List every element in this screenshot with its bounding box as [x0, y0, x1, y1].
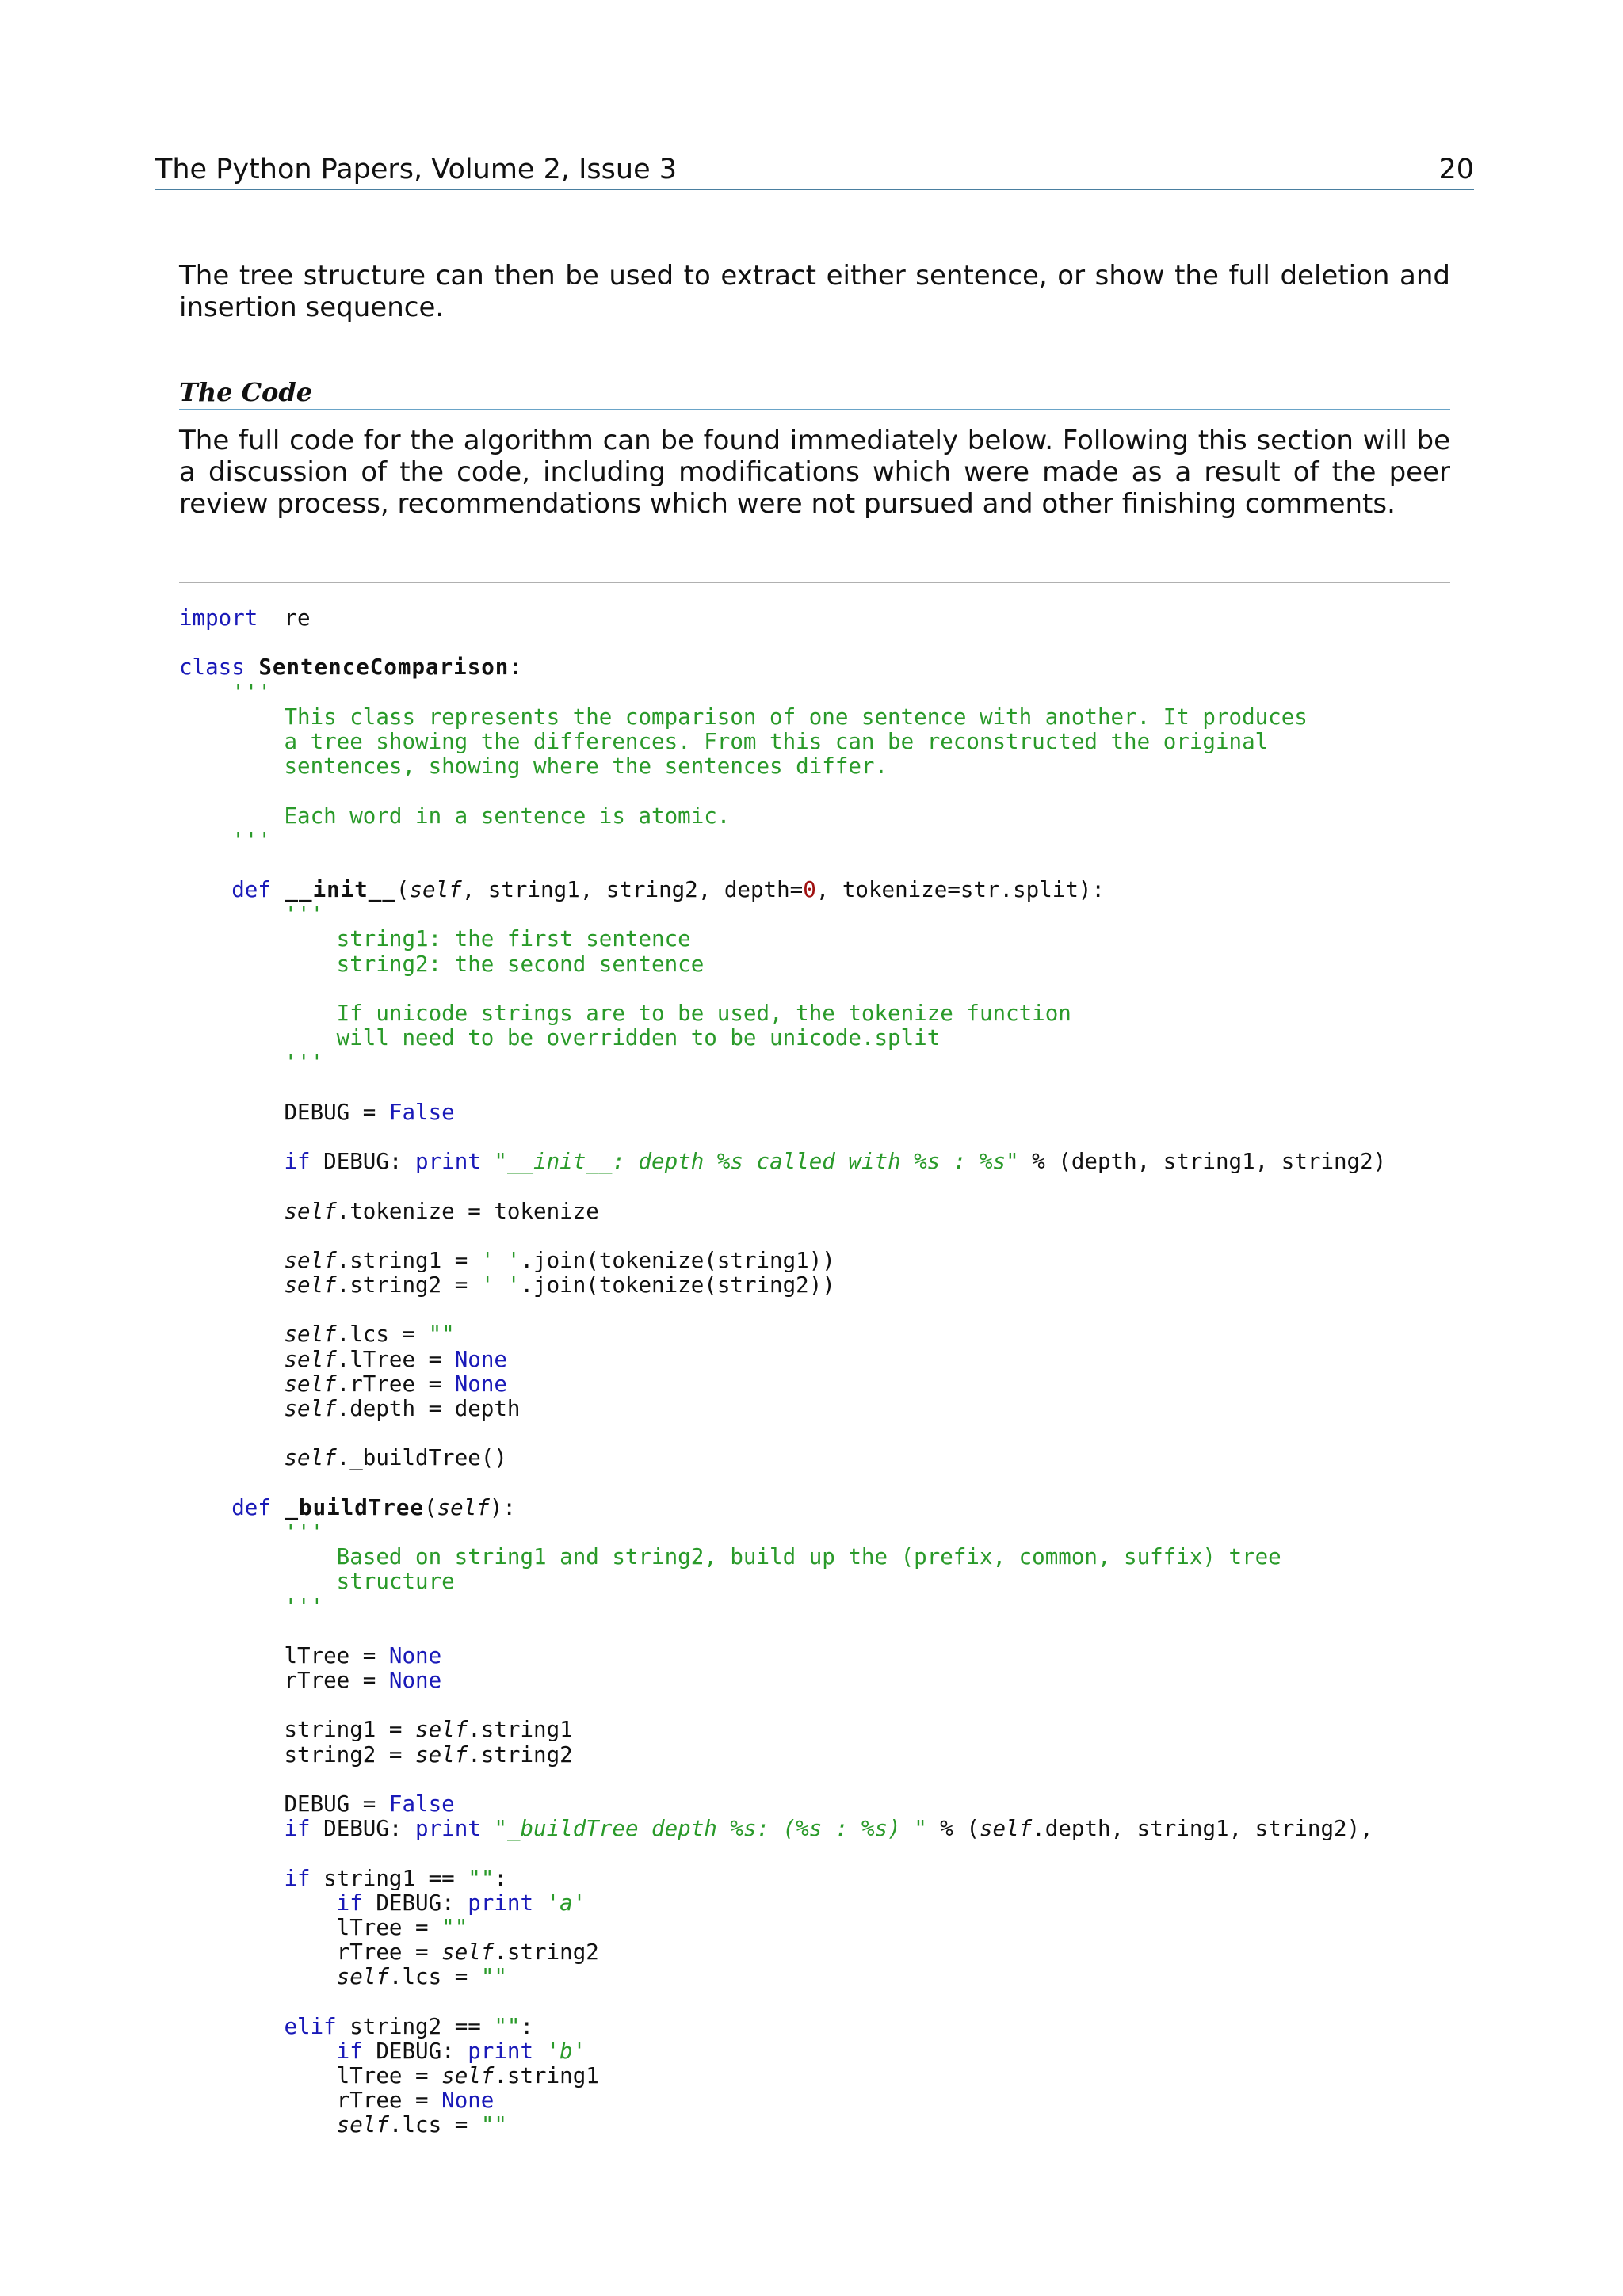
code-token: self: [179, 1322, 337, 1348]
code-token: rTree =: [179, 2088, 442, 2114]
code-token: .join(tokenize(string1)): [520, 1247, 835, 1273]
code-line: [179, 878, 1450, 902]
code-line: [179, 1100, 1450, 1125]
code-token: ):: [489, 1494, 516, 1520]
code-token: DEBUG:: [310, 1149, 416, 1175]
code-token: self: [179, 1964, 389, 1990]
code-line: [179, 1595, 1450, 1619]
code-token: self: [415, 1741, 468, 1768]
code-token: .depth, string1, string2),: [1032, 1816, 1373, 1842]
code-token: % (: [926, 1816, 980, 1842]
code-token: def: [179, 877, 271, 903]
code-token: .string2: [468, 1741, 573, 1768]
code-token: string1: the first sentence: [179, 926, 691, 952]
code-token: None: [441, 2088, 495, 2114]
code-token: re: [258, 605, 311, 631]
code-token: self: [415, 1717, 468, 1743]
code-line: [179, 1743, 1450, 1768]
code-line: [179, 631, 1450, 655]
code-line: [179, 1249, 1450, 1273]
code-line: [179, 1421, 1450, 1446]
code-line: [179, 754, 1450, 779]
code-token: print: [415, 1816, 481, 1842]
section-paragraph: The full code for the algorithm can be found immediately below. Following this section will be a discussion of the code, including modifications which were made as a result of the peer review process, recommendations which were not pursued and other finishing comments.: [179, 425, 1450, 520]
code-token: self: [179, 1396, 337, 1421]
code-token: "": [480, 2112, 507, 2138]
code-token: (: [395, 877, 410, 903]
code-token: .depth = depth: [336, 1396, 521, 1421]
code-line: [179, 1471, 1450, 1496]
code-token: This class represents the comparison of one sentence with another. It produces: [179, 704, 1308, 730]
code-line: [179, 1817, 1450, 1841]
code-token: None: [388, 1642, 442, 1669]
code-token: lTree =: [179, 2063, 442, 2089]
code-token: print: [468, 2038, 534, 2064]
code-line: [179, 1768, 1450, 1792]
code-line: [179, 2113, 1450, 2138]
code-token: None: [388, 1668, 442, 1694]
code-line: [179, 1792, 1450, 1817]
code-token: ' ': [480, 1247, 521, 1273]
code-token: .tokenize = tokenize: [336, 1198, 599, 1224]
code-token: lTree =: [179, 1642, 389, 1669]
code-token: "": [494, 2013, 521, 2039]
code-line: [179, 1372, 1450, 1397]
code-token: :: [494, 1865, 507, 1891]
code-token: self: [441, 2063, 495, 2089]
code-token: import: [179, 605, 258, 631]
code-line: [179, 2015, 1450, 2039]
code-token: ' ': [480, 1272, 521, 1299]
code-token: .string2 =: [336, 1272, 481, 1299]
code-token: .lcs =: [336, 1322, 429, 1348]
code-token: ''': [179, 1050, 324, 1076]
code-line: [179, 1619, 1450, 1644]
code-token: DEBUG =: [179, 1791, 389, 1817]
code-token: string2 ==: [336, 2013, 495, 2039]
code-line: [179, 1397, 1450, 1421]
code-token: print: [415, 1149, 481, 1175]
code-token: .lTree =: [336, 1346, 455, 1372]
code-token: self: [179, 1371, 337, 1397]
code-token: string1 =: [179, 1717, 416, 1743]
code-token: .string1: [468, 1717, 573, 1743]
code-line: [179, 1916, 1450, 1940]
code-line: [179, 1348, 1450, 1372]
code-line: [179, 1569, 1450, 1594]
code-line: [179, 1446, 1450, 1470]
code-token: ''': [179, 827, 271, 853]
code-token: DEBUG =: [179, 1099, 389, 1125]
code-token: False: [388, 1791, 455, 1817]
code-token: print: [468, 1890, 534, 1916]
code-listing: [179, 606, 1450, 2138]
code-line: [179, 681, 1450, 705]
code-token: % (depth, string1, string2): [1018, 1149, 1387, 1175]
code-token: a tree showing the differences. From this can be reconstructed the original: [179, 728, 1269, 754]
code-line: [179, 705, 1450, 730]
code-line: [179, 730, 1450, 754]
code-line: [179, 1669, 1450, 1693]
code-token: ''': [179, 902, 324, 928]
code-token: , tokenize=str.split):: [815, 877, 1105, 903]
code-token: .join(tokenize(string2)): [520, 1272, 835, 1299]
code-token: __init__: [270, 877, 396, 903]
code-line: [179, 1076, 1450, 1100]
code-line: [179, 2039, 1450, 2064]
code-token: rTree =: [179, 1939, 442, 1966]
section-heading: The Code: [179, 376, 1450, 410]
code-line: [179, 1867, 1450, 1891]
code-token: ''': [179, 1593, 324, 1619]
code-line: [179, 1224, 1450, 1249]
code-token: (: [424, 1494, 437, 1520]
code-token: ._buildTree(): [336, 1445, 507, 1471]
code-line: [179, 927, 1450, 952]
code-token: DEBUG:: [362, 1890, 468, 1916]
code-token: .string1: [494, 2063, 599, 2089]
code-token: .lcs =: [388, 2112, 481, 2138]
code-token: lTree =: [179, 1914, 442, 1940]
code-line: [179, 1644, 1450, 1669]
code-token: sentences, showing where the sentences differ.: [179, 753, 888, 780]
code-line: [179, 1990, 1450, 2015]
code-token: Based on string1 and string2, build up the (prefix, common, suffix) tree: [179, 1544, 1281, 1570]
code-line: [179, 1940, 1450, 1965]
code-line: [179, 606, 1450, 631]
code-token: .string1 =: [336, 1247, 481, 1273]
code-token: if: [179, 2038, 363, 2064]
code-token: if: [179, 1816, 311, 1842]
code-token: _buildTree: [270, 1494, 425, 1520]
code-token: if: [179, 1865, 311, 1891]
code-token: def: [179, 1494, 271, 1520]
code-token: if: [179, 1149, 311, 1175]
code-line: [179, 1520, 1450, 1545]
code-token: structure: [179, 1569, 455, 1595]
intro-paragraph: The tree structure can then be used to extract either sentence, or show the full deletion and insertion sequence.: [179, 260, 1450, 323]
code-line: [179, 655, 1450, 680]
code-line: [179, 1496, 1450, 1520]
code-token: DEBUG:: [310, 1816, 416, 1842]
code-line: [179, 1545, 1450, 1569]
code-token: self: [179, 1272, 337, 1299]
code-line: [179, 1150, 1450, 1174]
code-token: self: [179, 1198, 337, 1224]
code-token: self: [441, 1939, 495, 1966]
code-token: None: [454, 1346, 507, 1372]
code-token: ''': [179, 1519, 324, 1545]
code-divider: [179, 582, 1450, 583]
code-token: :: [509, 654, 522, 681]
page-number: 20: [1438, 154, 1474, 185]
code-token: "_buildTree depth %s: (%s : %s) ": [480, 1816, 927, 1842]
code-token: self: [179, 2112, 389, 2138]
code-line: [179, 1322, 1450, 1347]
code-token: elif: [179, 2013, 337, 2039]
code-token: None: [454, 1371, 507, 1397]
code-line: [179, 1273, 1450, 1298]
code-token: self: [437, 1494, 490, 1520]
code-token: 0: [803, 877, 816, 903]
code-line: [179, 1298, 1450, 1322]
code-token: ''': [179, 679, 271, 705]
code-line: [179, 1693, 1450, 1718]
code-line: [179, 2064, 1450, 2088]
code-token: If unicode strings are to be used, the tokenize function: [179, 1001, 1071, 1026]
code-line: [179, 977, 1450, 1001]
code-line: [179, 1841, 1450, 1866]
code-token: DEBUG:: [362, 2038, 468, 2064]
code-line: [179, 1718, 1450, 1742]
code-line: [179, 1199, 1450, 1224]
code-token: .rTree =: [336, 1371, 455, 1397]
code-token: self: [179, 1445, 337, 1471]
code-token: "": [468, 1865, 495, 1891]
code-token: , string1, string2, depth=: [461, 877, 804, 903]
code-token: "__init__: depth %s called with %s : %s": [480, 1149, 1019, 1175]
code-line: [179, 1026, 1450, 1051]
code-token: SentenceComparison: [244, 654, 510, 681]
code-token: 'b': [533, 2038, 586, 2064]
code-token: "": [480, 1964, 507, 1990]
code-token: .string2: [494, 1939, 599, 1966]
code-token: Each word in a sentence is atomic.: [179, 803, 731, 829]
code-line: [179, 2088, 1450, 2113]
code-token: string2 =: [179, 1741, 416, 1768]
journal-title: The Python Papers, Volume 2, Issue 3: [155, 154, 677, 185]
code-token: False: [388, 1099, 455, 1125]
code-token: self: [409, 877, 462, 903]
code-token: string2: the second sentence: [179, 951, 705, 977]
code-token: .lcs =: [388, 1964, 481, 1990]
code-line: [179, 902, 1450, 927]
code-token: self: [179, 1346, 337, 1372]
running-header: [155, 152, 1474, 190]
code-token: "": [428, 1322, 455, 1348]
code-line: [179, 952, 1450, 977]
code-token: rTree =: [179, 1668, 389, 1694]
code-token: :: [520, 2013, 534, 2039]
code-line: [179, 1125, 1450, 1150]
code-line: [179, 1891, 1450, 1916]
code-line: [179, 779, 1450, 803]
code-line: [179, 1001, 1450, 1026]
code-line: [179, 829, 1450, 853]
code-token: self: [979, 1816, 1033, 1842]
code-token: self: [179, 1247, 337, 1273]
code-line: [179, 1965, 1450, 1989]
code-token: if: [179, 1890, 363, 1916]
code-token: 'a': [533, 1890, 586, 1916]
code-line: [179, 853, 1450, 878]
code-token: "": [441, 1914, 468, 1940]
code-token: will need to be overridden to be unicode.split: [179, 1025, 941, 1051]
code-token: class: [179, 654, 245, 681]
code-token: string1 ==: [310, 1865, 468, 1891]
code-line: [179, 1051, 1450, 1075]
code-line: [179, 804, 1450, 829]
code-line: [179, 1174, 1450, 1199]
